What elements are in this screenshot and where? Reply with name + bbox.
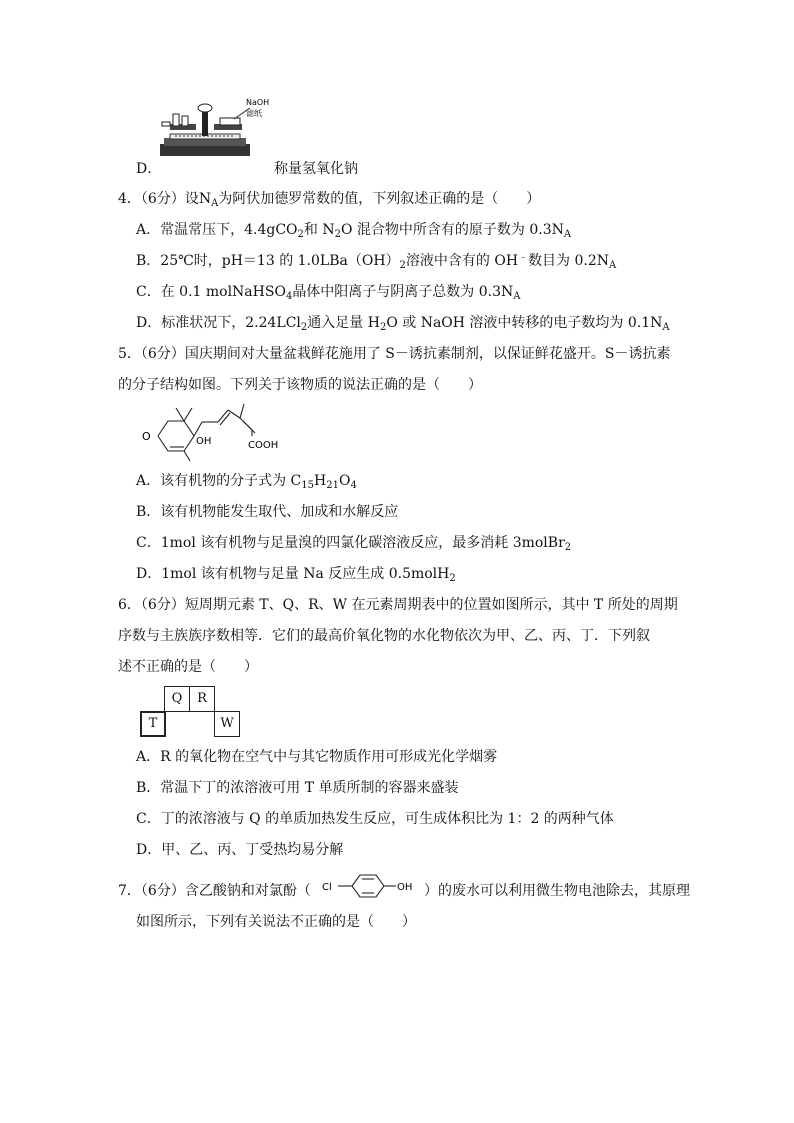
q4-option-d: D．标准状况下，2.24LCl$_2$通入足量 $H_2O$ 或 NaOH 溶液中转移的电子数均为 $0.1N_A$: [136, 315, 670, 333]
periodic-table-fragment: [140, 686, 240, 738]
q5-option-c: C．1mol 该有机物与足量溴的四氯化碳溶液反应，最多消耗 3molBr$_2$: [136, 535, 572, 553]
q5-option-b: B．该有机物能发生取代、加成和水解反应: [136, 504, 399, 520]
molecule-structure-figure: [140, 396, 290, 464]
q3-option-d-caption: 称量氢氧化钠: [274, 161, 358, 177]
q5-option-d: D．1mol 该有机物与足量 Na 反应生成 0.5molH$_2$: [136, 566, 456, 584]
q6-option-d: D．甲、乙、丙、丁受热均易分解: [136, 842, 344, 858]
balance-figure: [150, 94, 310, 160]
q5-stem-line2: 的分子结构如图。下列关于该物质的说法正确的是（ ）: [118, 377, 482, 393]
naoh-label: NaOH: [246, 98, 270, 107]
hydroxyl-label: OH: [196, 436, 212, 447]
filter-paper-label: 滤纸: [246, 109, 262, 118]
ketone-o-label: O: [142, 430, 151, 443]
q7-stem-line1a: 7．（6分）含乙酸钠和对氯酚（: [118, 883, 311, 899]
q4-option-a: A．常温常压下，4.4gCO$_2$和 $N_2O$ 混合物中所含有的原子数为 $0.3N_A$: [136, 222, 572, 240]
q4-option-c: C．在 0.1 molNaHSO$_4$晶体中阳离子与阴离子总数为 $0.3N_A$: [136, 284, 521, 302]
q6-stem-line2: 序数与主族族序数相等．它们的最高价氧化物的水化物依次为甲、乙、丙、丁．下列叙: [118, 628, 650, 644]
chlorophenol-structure: [318, 872, 420, 900]
q7-stem-line1b: ）的废水可以利用微生物电池除去，其原理: [424, 883, 690, 899]
q6-stem-line1: 6．（6分）短周期元素 T、Q、R、W 在元素周期表中的位置如图所示，其中 T 所处的周期: [118, 597, 678, 613]
q6-option-a: A．R 的氧化物在空气中与其它物质作用可形成光化学烟雾: [136, 749, 498, 765]
q5-stem-line1: 5．（6分）国庆期间对大量盆栽鲜花施用了 S－诱抗素制剂，以保证鲜花盛开。S－诱抗素: [118, 346, 671, 362]
cell-r: R: [189, 686, 215, 712]
chlorine-label: Cl: [322, 882, 332, 893]
q3-option-d-label: D．: [136, 161, 162, 177]
q4-stem: 4．（6分）设$N_A$为阿伏加德罗常数的值，下列叙述正确的是（ ）: [118, 191, 541, 209]
cell-t: T: [140, 711, 166, 737]
q6-option-b: B．常温下丁的浓溶液可用 T 单质所制的容器来盛装: [136, 780, 459, 796]
q5-option-a: A．该有机物的分子式为 $C_{15}H_{21}O_4$: [136, 473, 357, 491]
q6-stem-line3: 述不正确的是（ ）: [118, 659, 258, 675]
cell-w: W: [214, 711, 240, 737]
q6-option-c: C．丁的浓溶液与 Q 的单质加热发生反应，可生成体积比为 1：2 的两种气体: [136, 811, 614, 827]
q4-option-b: B．25℃时，pH＝13 的 $1.0LBa(OH)_2$溶液中含有的 OH﹣数目为 $0.2N_A$: [136, 252, 617, 271]
q7-stem-line2: 如图所示，下列有关说法不正确的是（ ）: [136, 914, 416, 930]
carboxyl-label: COOH: [248, 440, 279, 451]
cell-q: Q: [164, 686, 190, 712]
phenol-oh-label: OH: [397, 882, 413, 893]
